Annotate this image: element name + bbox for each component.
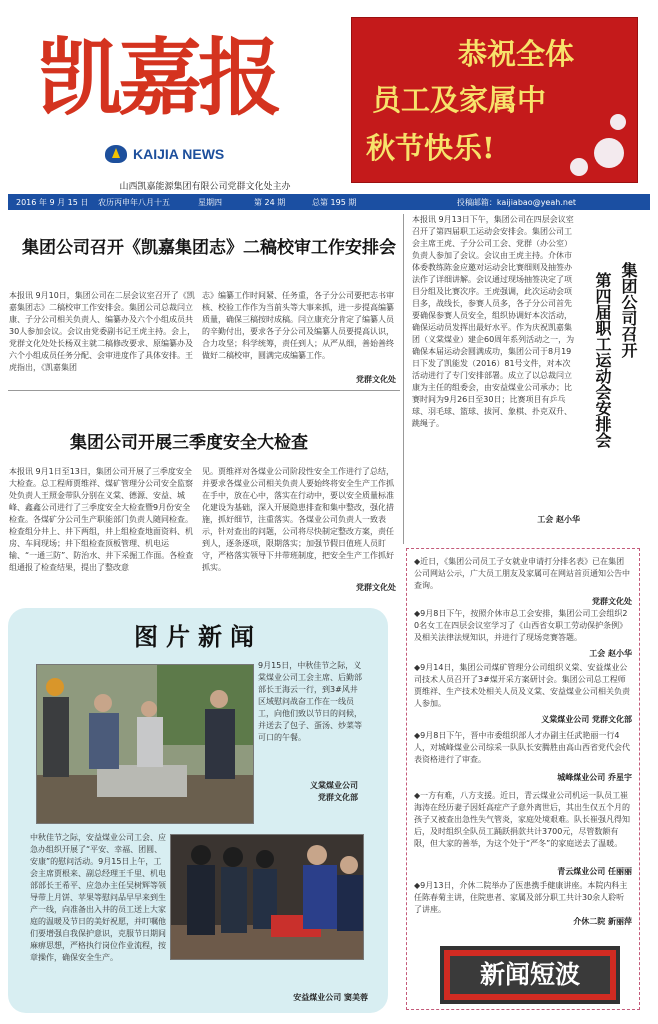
banner-line-2: 员工及家属中 bbox=[372, 83, 547, 117]
brief-credit: 党群文化处 bbox=[592, 597, 632, 606]
article-title bbox=[586, 262, 640, 462]
photo-mooncake-gifts bbox=[170, 834, 364, 960]
article-body: 本报讯 9月1日至13日，集团公司开展了三季度安全大检查。总工程师贾维祥、煤矿管理分公司安全监察处负责人王照金带队分别在义棠、德源、安益、城峰、鑫鑫公司进行了三季度安全大检查暨9月份安全检查。各煤矿分公司生产职能部门负责人随同检查。检查组分井上、井下两组，井上组检查地面资料、机房、车间现场；井下组检查顶板管理、机电运输、“一通三防”、防治水、井下采掘工作面。各检查组通报了检查结果，提出了整改意 bbox=[9, 467, 194, 572]
lunar-date: 农历丙申年八月十五 bbox=[98, 197, 170, 207]
brief-credit: 义棠煤业公司 党群文化部 bbox=[541, 715, 632, 724]
article-body: 志》编纂工作时间紧、任务重，各子分公司要把志书审核、校验工作作为当前头等大事来抓，进一步提高编纂质量，确保三稿按时成稿。闫立康充分肯定了编纂人员的辛勤付出，要求各子分公司及编纂人员要提高认识，合力攻坚；科学统筹，责任到人；从严从细，善始善终做好二稿校审，圆满完成编纂工作。 bbox=[202, 291, 394, 360]
total-issue-number: 总第 195 期 bbox=[312, 197, 357, 207]
banner-line-3: 秋节快乐! bbox=[366, 131, 495, 165]
masthead-title: 凯嘉报 bbox=[38, 28, 279, 127]
list-item bbox=[414, 662, 632, 728]
article-credit: 党群文化处 bbox=[356, 375, 396, 384]
issue-date: 2016 年 9 月 15 日 bbox=[16, 197, 89, 207]
article-title-line: 第四届职工运动会安排会 bbox=[593, 272, 612, 448]
column-divider bbox=[403, 214, 404, 544]
article-credit: 党群文化处 bbox=[356, 583, 396, 592]
article-title: 集团公司开展三季度安全大检查 bbox=[70, 433, 308, 453]
brief-credit: 介休二院 新丽萍 bbox=[573, 917, 632, 926]
list-item bbox=[414, 790, 632, 880]
brief-text: ◆9月8日下午，晋中市委组织部人才办副主任武艳丽一行4人，对城峰煤业公司综采一队队长安腾胜由高山西省党代会代表资格进行了审查。 bbox=[414, 731, 630, 764]
article-title-line: 集团公司召开 bbox=[619, 262, 638, 358]
news-briefs-title: 新闻短波 bbox=[450, 956, 610, 994]
banner-line-1: 恭祝全体 bbox=[458, 37, 575, 71]
masthead-logo bbox=[105, 144, 224, 164]
divider bbox=[8, 390, 400, 391]
brief-text: ◆9月8日下午，按照介休市总工会安排，集团公司工会组织20名女工在四层会议室学习了《山西省女职工劳动保护条例》及相关法律法规知识，并进行了现场竞赛答题。 bbox=[414, 609, 628, 642]
brief-text: ◆近日，《集团公司员工子女就业申请打分排名表》已在集团公司网站公示，广大员工朋友及家属可在网站首页通知公告中查询。 bbox=[414, 557, 630, 590]
news-briefs-title-box bbox=[440, 946, 620, 1004]
blossom-decoration bbox=[594, 138, 624, 168]
publisher-line: 山西凯嘉能源集团有限公司党群文化处主办 bbox=[119, 182, 291, 192]
blossom-decoration bbox=[570, 158, 588, 176]
list-item bbox=[414, 556, 632, 610]
photo-caption: 中秋佳节之际，安益煤业公司工会、应急办组织开展了“平安、幸福、团圆、安康”的慰问活动。9月15日上午，工会主席贾根来、副总经理王千里、机电部部长王希平、应急办主任吴树辉等领导带上月饼、苹果等慰问品早早来到生产一线，向准备出入井的员工送上大家庭的温暖及节日的美好祝愿，并叮嘱他们要增强自我保护意识，克服节日期间麻痹思想，严格执行岗位作业流程，按章操作，确保安全生产。 bbox=[30, 833, 166, 962]
brief-credit: 城峰煤业公司 乔星宇 bbox=[557, 773, 632, 782]
brief-text: ◆一方有难，八方支援。近日，青云煤业公司机运一队员工崔海涛在经历妻子因妊高症产子意外离世后，其出生仅五个月的孩子又被查出急性失气管炎，家庭处境艰难。队长崔强凡得知后，及时组织全队员工踊跃捐款共计3700元，尽管数额有限，但大家的善举，为这个处于“严冬”的家庭送去了温暖。 bbox=[414, 791, 630, 848]
article-body: 本报讯 9月13日下午，集团公司在四层会议室召开了第四届职工运动会安排会。集团公司工会主席王虎、子分公司工会、党群（办公室）负责人参加了会议。会议由王虎主持。介休市体委教练陈金应邀对运动会比赛细则及抽签办法作了详细讲解。会议通过现场抽签决定了项目分组及比赛次序。王虎强调，此次运动会项目多，战线长，参赛人员多，各子分公司首先要确保参赛人员安全，组织协调好本次活动，确保运动员发挥出最好水平。作为庆祝凯嘉集团（义棠煤业）建企60周年系列活动之一，为确保本届运动会圆满成功，集团公司于8月19日下发了凯能发（2016）81号文件，对本次活动进行了专门安排部署。成立了以总裁闫立康为主任的组委会，由安益煤业公司承办；比赛时间为9月26日至30日；比赛项目有乒乓球、羽毛球、篮球、拔河、象棋、扑克双升、跳绳子。 bbox=[412, 215, 575, 428]
issue-number: 第 24 期 bbox=[254, 197, 286, 207]
list-item bbox=[414, 608, 632, 662]
article-credit: 工会 赵小华 bbox=[537, 515, 580, 524]
photo-credit: 安益煤业公司 窦美蓉 bbox=[293, 993, 368, 1002]
issue-info-bar bbox=[8, 194, 650, 210]
holiday-banner bbox=[351, 17, 638, 183]
photo-credit: 党群文化部 bbox=[318, 793, 358, 802]
brief-text: ◆9月13日，介休二院举办了医患携手健康讲座。本院内科主任陈春菊主讲，住院患者、家属及部分职工共计30余人聆听了讲座。 bbox=[414, 881, 628, 914]
brief-credit: 青云煤业公司 任丽丽 bbox=[557, 867, 632, 876]
photo-workers-meal bbox=[36, 664, 254, 824]
submission-email: 投稿邮箱：kaijiabao@yeah.net bbox=[456, 197, 576, 207]
brief-text: ◆9月14日，集团公司煤矿管理分公司组织义棠、安益煤业公司技术人员召开了3#煤开采方案研讨会。集团公司总工程师贾维祥、生产技术处相关人员及义棠、安益煤业公司相关负责人参加。 bbox=[414, 663, 630, 708]
weekday: 星期四 bbox=[198, 197, 222, 207]
list-item bbox=[414, 730, 632, 786]
photo-news-title: 图片新闻 bbox=[134, 622, 262, 651]
logo-text: KAIJIA NEWS bbox=[133, 146, 225, 162]
kaijia-logo-icon bbox=[105, 145, 127, 163]
blossom-decoration bbox=[610, 114, 626, 130]
article-body: 本报讯 9月10日，集团公司在二层会议室召开了《凯嘉集团志》二稿校审工作安排会。集团公司总裁闫立康、子分公司相关负责人、编纂办及六个小组成员共30人参加会议。会议由党委副书记王虎主持。会上，党群文化处处长杨双主就二稿修改要求、原编纂办及六个小组成员任务分配、会审进度作了具体安排。王虎指出，《凯嘉集团 bbox=[9, 291, 196, 372]
brief-credit: 工会 赵小华 bbox=[589, 649, 632, 658]
photo-caption: 9月15日，中秋佳节之际，义棠煤业公司工会主席、后勤部部长王海云一行，到3#风井区域慰问战奋工作在一线员工，向他们致以节日的问候，并送去了包子、蛋汤、炒菜等可口的午餐。 bbox=[258, 661, 362, 742]
article-title: 集团公司召开《凯嘉集团志》二稿校审工作安排会 bbox=[22, 238, 396, 258]
photo-credit: 义棠煤业公司 bbox=[310, 781, 358, 790]
article-body: 见。贾维祥对各煤业公司阶段性安全工作进行了总结，并要求各煤业公司相关负责人要始终将安全生产工作抓在手中，放在心中，落实在行动中，要以安全质量标准化建设为基础，深入开展隐患排查和集中整改，强化措施，抓好细节，注重落实。各煤业公司负责人一致表示，针对查出的问题，公司将尽快制定整改方案，责任到人，逐条逐项，限期落实；加强节假日值班人员盯守，严格落实领导下井带班制度，把安全生产工作抓好抓实。 bbox=[202, 467, 394, 572]
list-item bbox=[414, 880, 632, 930]
